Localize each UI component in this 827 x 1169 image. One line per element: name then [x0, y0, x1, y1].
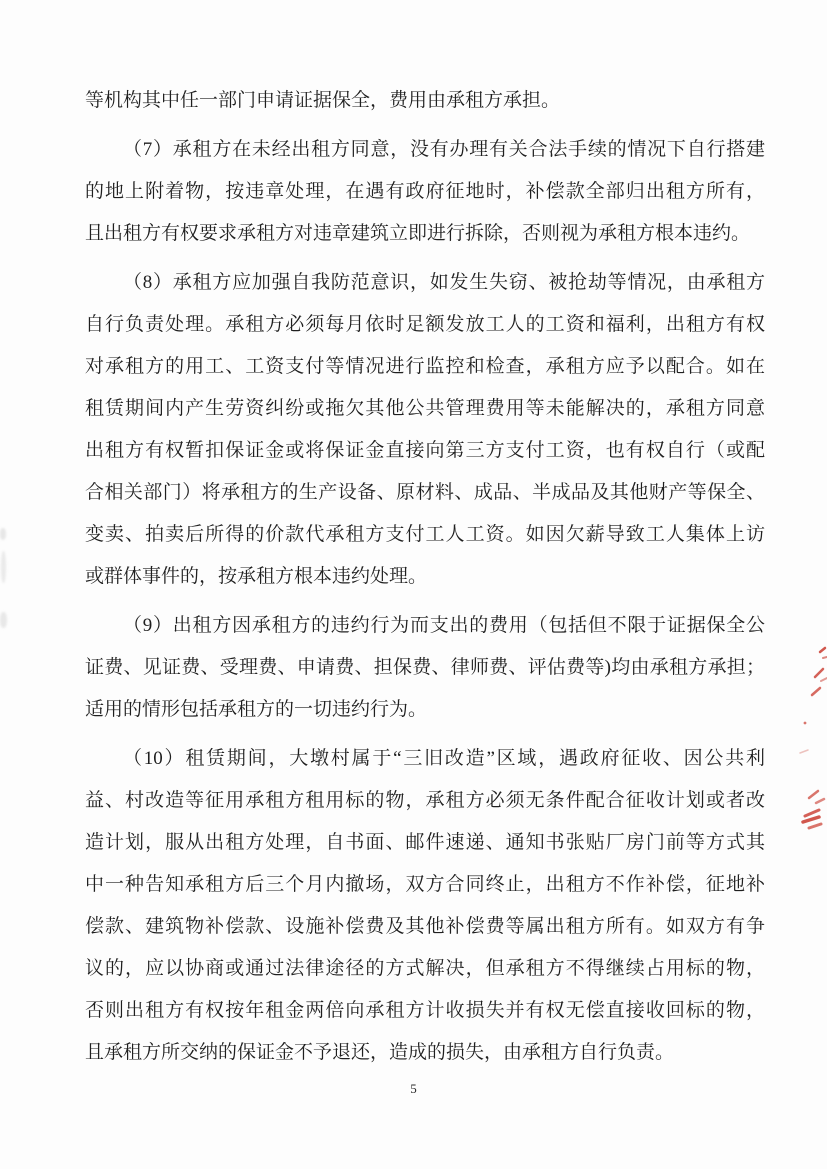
- text-line: 出租方有权暂扣保证金或将保证金直接向第三方支付工资，也有权自行（或配: [85, 440, 765, 461]
- text-line: 议的，应以协商或通过法律途径的方式解决，但承租方不得继续占用标的物，: [85, 958, 765, 979]
- text-line: （9）出租方因承租方的违约行为而支出的费用（包括但不限于证据保全公: [123, 615, 765, 636]
- text-line: 合相关部门）将承租方的生产设备、原材料、成品、半成品及其他财产等保全、: [85, 482, 765, 503]
- document-body: [85, 80, 765, 1074]
- scan-smudge: [0, 612, 7, 628]
- paragraph-clause-8: [85, 262, 765, 598]
- text-line: 适用的情形包括承租方的一切违约行为。: [85, 699, 428, 720]
- text-line: 且承租方所交纳的保证金不予退还，造成的损失，由承租方自行负责。: [85, 1042, 675, 1063]
- paragraph-clause-10: [85, 738, 765, 1074]
- paragraph-clause-7: [85, 129, 765, 255]
- paragraph-clause-9: [85, 605, 765, 731]
- text-line: 证费、见证费、受理费、申请费、担保费、律师费、评估费等)均由承租方承担；: [85, 657, 765, 678]
- text-line: 益、村改造等征用承租方租用标的物，承租方必须无条件配合征收计划或者改: [85, 790, 765, 811]
- text-line: （10）租赁期间，大墩村属于“三旧改造”区域，遇政府征收、因公共利: [123, 748, 765, 769]
- text-line: 造计划，服从出租方处理，自书面、邮件速递、通知书张贴厂房门前等方式其: [85, 832, 765, 853]
- text-line: 租赁期间内产生劳资纠纷或拖欠其他公共管理费用等未能解决的，承租方同意: [85, 398, 765, 419]
- text-line: 中一种告知承租方后三个月内撤场，双方合同终止，出租方不作补偿，征地补: [85, 874, 765, 895]
- text-line: 变卖、拍卖后所得的价款代承租方支付工人工资。如因欠薪导致工人集体上访: [85, 524, 765, 545]
- text-line: 否则出租方有权按年租金两倍向承租方计收损失并有权无偿直接收回标的物，: [85, 1000, 765, 1021]
- page-number: 5: [410, 1081, 417, 1096]
- text-line: 自行负责处理。承租方必须每月依时足额发放工人的工资和福利，出租方有权: [85, 314, 765, 335]
- text-line: 等机构其中任一部门申请证据保全，费用由承租方承担。: [85, 90, 561, 111]
- scan-smudge: [1, 551, 6, 583]
- text-line: 的地上附着物，按违章处理，在遇有政府征地时，补偿款全部归出租方所有，: [85, 181, 765, 202]
- red-seal-fragment: [797, 640, 827, 840]
- text-line: 偿款、建筑物补偿款、设施补偿费及其他补偿费等属出租方所有。如双方有争: [85, 916, 765, 937]
- text-line: 对承租方的用工、工资支付等情况进行监控和检查，承租方应予以配合。如在: [85, 356, 765, 377]
- text-line: 且出租方有权要求承租方对违章建筑立即进行拆除，否则视为承租方根本违约。: [85, 223, 751, 244]
- paragraph-continuation: [85, 80, 765, 122]
- text-line: （8）承租方应加强自我防范意识，如发生失窃、被抢劫等情况，由承租方: [123, 272, 765, 293]
- text-line: 或群体事件的，按承租方根本违约处理。: [85, 566, 428, 587]
- text-line: （7）承租方在未经出租方同意，没有办理有关合法手续的情况下自行搭建: [123, 139, 765, 160]
- scan-smudge: [0, 528, 6, 540]
